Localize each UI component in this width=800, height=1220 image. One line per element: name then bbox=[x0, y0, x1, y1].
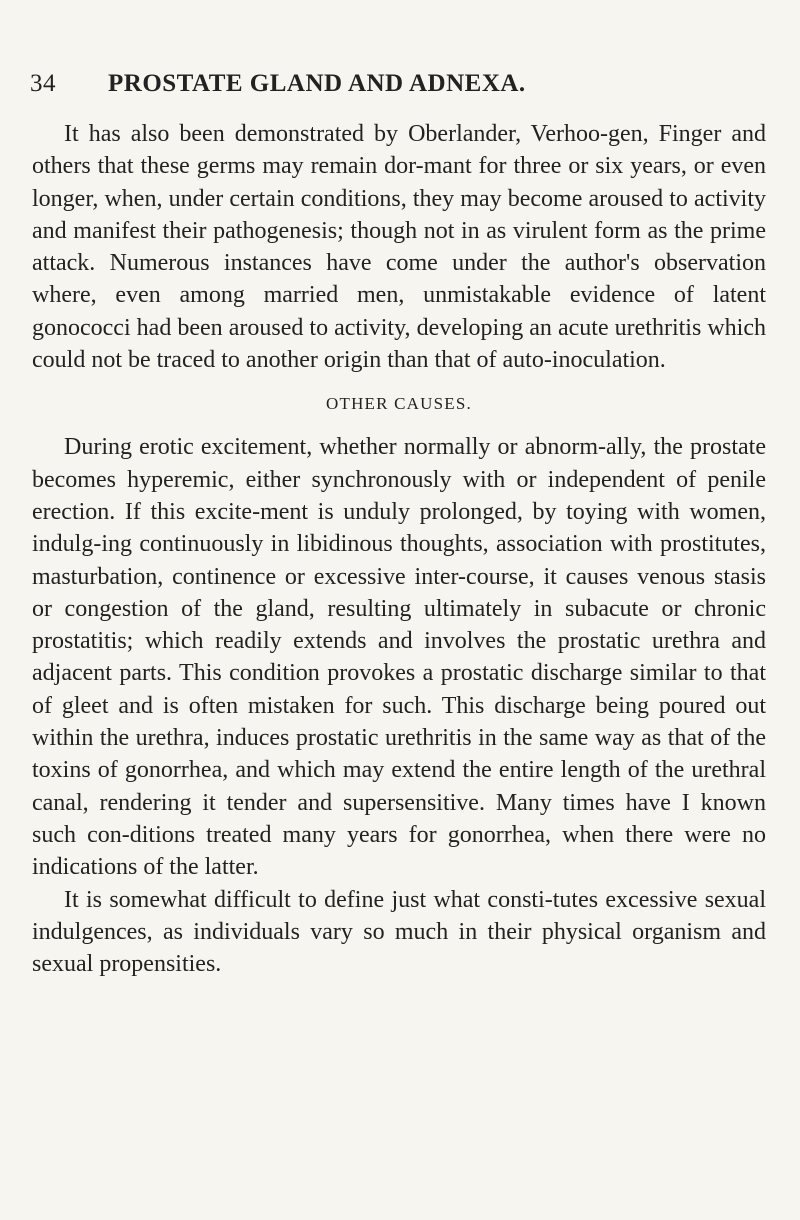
page-number: 34 bbox=[30, 70, 56, 97]
paragraph-latent-gonococci: It has also been demonstrated by Oberlander, Verhoo-gen, Finger and others that these germs may remain dor-mant for three or six years, or even longer, when, under certain conditions, they may become aroused to activity and manifest their pathogenesis; though not in as virulent form as the prime attack. Numerous instances have come under the author's observation where, even among married men, unmistakable evidence of latent gonococci had been aroused to activity, developing an acute urethritis which could not be traced to another origin than that of auto-inoculation. bbox=[32, 121, 766, 374]
page-header bbox=[30, 70, 630, 110]
section-heading-other-causes: OTHER CAUSES. bbox=[326, 394, 472, 414]
paragraph-erotic-excitement: During erotic excitement, whether normally or abnorm-ally, the prostate becomes hyperemic, either synchronously with or independent of penile erection. If this excite-ment is unduly prolonged, by toying with women, indulg-ing continuously in libidinous thoughts, association with prostitutes, masturbation, continence or excessive inter-course, it causes venous stasis or congestion of the gland, resulting ultimately in subacute or chronic prostatitis; which readily extends and involves the prostatic urethra and adjacent parts. This condition provokes a prostatic discharge similar to that of gleet and is often mistaken for such. This discharge being poured out within the urethra, induces prostatic urethritis in the same way as that of the toxins of gonorrhea, and which may extend the entire length of the urethral canal, rendering it tender and supersensitive. Many times have I known such con-ditions treated many years for gonorrhea, when there were no indications of the latter. bbox=[32, 434, 766, 881]
page-body bbox=[32, 118, 766, 980]
running-title: PROSTATE GLAND AND ADNEXA. bbox=[108, 70, 526, 97]
paragraph-excessive-indulgence: It is somewhat difficult to define just what consti-tutes excessive sexual indulgences, as individuals vary so much in their physical organism and sexual propensities. bbox=[32, 886, 766, 978]
